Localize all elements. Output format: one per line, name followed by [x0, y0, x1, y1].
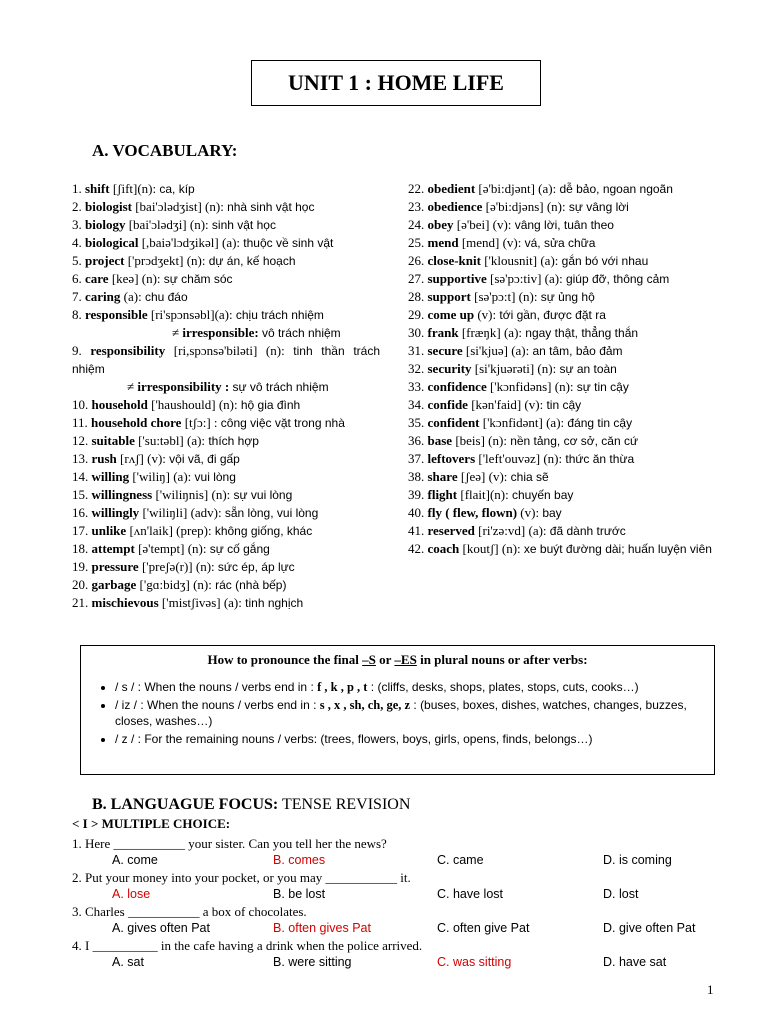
item-meaning: sự vui lòng — [233, 488, 293, 502]
item-word: reserved — [427, 523, 475, 538]
item-word: rush — [91, 451, 117, 466]
item-number: 25. — [408, 235, 428, 250]
vocab-item — [72, 198, 380, 216]
answer-option: D. lost — [603, 887, 639, 901]
rule-endings: s , x , sh, ch, ge, z — [319, 697, 411, 712]
item-meaning: tới gần, được đặt ra — [499, 308, 606, 322]
item-word: security — [427, 361, 472, 376]
answer-option: C. have lost — [437, 887, 504, 901]
item-phonetic: [ri,spɔnsə'biləti] (n): — [165, 343, 294, 358]
vocab-item — [72, 414, 380, 432]
item-phonetic: ['gɑ:bidʒ] (n): — [136, 577, 216, 592]
item-number: 11. — [72, 415, 92, 430]
item-phonetic: [ə'bei] (v): — [453, 217, 515, 232]
vocab-item — [408, 270, 714, 288]
item-word: unlike — [91, 523, 127, 538]
rule-text: / z / : For the remaining nouns / verbs: (trees, flowers, boys, girls, opens, finds, belongs…) — [115, 731, 593, 746]
item-number: 2. — [72, 199, 85, 214]
vocab-item — [408, 450, 714, 468]
item-meaning: đáng tin cậy — [567, 416, 633, 430]
item-number: 7. — [72, 289, 85, 304]
multiple-choice-heading: < I > MULTIPLE CHOICE: — [72, 816, 231, 831]
item-phonetic: [rʌʃ] (v): — [116, 451, 170, 466]
item-meaning: sẵn lòng, vui lòng — [224, 506, 319, 520]
item-word: frank — [427, 325, 459, 340]
item-meaning: bay — [542, 506, 562, 520]
item-meaning: tin cậy — [546, 398, 582, 412]
item-number: 9. — [72, 343, 91, 358]
item-word: shift — [85, 181, 110, 196]
item-meaning: công việc vặt trong nhà — [220, 416, 345, 430]
question-text: 4. I __________ in the cafe having a drink when the police arrived. — [72, 938, 423, 953]
vocab-item — [72, 396, 380, 414]
item-phonetic: [fræŋk] (a): — [458, 325, 526, 340]
item-word: willing — [91, 469, 130, 484]
item-meaning: xe buýt đường dài; huấn luyện viên — [523, 542, 712, 556]
item-meaning: thích hợp — [208, 434, 259, 448]
item-phonetic: [kən'faid] (v): — [467, 397, 547, 412]
vocab-item — [72, 324, 380, 342]
item-number: 41. — [408, 523, 428, 538]
pronunciation-title: How to pronounce the final –S or –ES in plural nouns or after verbs: — [207, 652, 588, 667]
item-word: flight — [427, 487, 458, 502]
item-word: close-knit — [427, 253, 481, 268]
vocab-item — [408, 216, 714, 234]
item-phonetic: [ʃeə] (v): — [457, 469, 511, 484]
item-meaning: sự vâng lời — [568, 200, 629, 214]
item-word: biological — [85, 235, 139, 250]
item-meaning: vâng lời, tuân theo — [514, 218, 614, 232]
item-phonetic: [,baiə'lɔdʒikəl] (a): — [138, 235, 244, 250]
answer-option: A. lose — [112, 887, 151, 901]
item-phonetic: [ri'zə:vd] (a): — [474, 523, 550, 538]
item-number: 23. — [408, 199, 428, 214]
item-meaning: dễ bảo, ngoan ngoãn — [559, 182, 673, 196]
item-phonetic: [ə'bi:djəns] (n): — [482, 199, 569, 214]
rule-text: / s / : When the nouns / verbs end in : — [115, 680, 318, 694]
item-number: 34. — [408, 397, 428, 412]
item-phonetic: ['wiliŋnis] (n): — [152, 487, 234, 502]
item-word: responsibility — [90, 343, 166, 358]
item-number: 38. — [408, 469, 428, 484]
item-word: biologist — [85, 199, 132, 214]
item-word: mend — [427, 235, 459, 250]
vocab-item — [408, 414, 714, 432]
item-phonetic: [ʃift](n): — [109, 181, 160, 196]
item-word: mischievous — [91, 595, 159, 610]
item-number: 12. — [72, 433, 92, 448]
answer-option: D. have sat — [603, 955, 667, 969]
item-number: 15. — [72, 487, 92, 502]
item-meaning: sự an toàn — [559, 362, 617, 376]
answer-option: B. comes — [273, 853, 326, 867]
item-meaning: nhà sinh vật học — [227, 200, 315, 214]
item-number: 40. — [408, 505, 428, 520]
vocab-item — [72, 378, 380, 396]
item-word: share — [427, 469, 458, 484]
item-number: 17. — [72, 523, 92, 538]
vocab-item — [72, 180, 380, 198]
item-meaning: tinh nghịch — [245, 596, 304, 610]
item-meaning: thuộc về sinh vật — [243, 236, 334, 250]
question-text: 2. Put your money into your pocket, or you may ___________ it. — [72, 870, 411, 885]
item-word: project — [85, 253, 125, 268]
item-meaning: sự chăm sóc — [163, 272, 233, 286]
item-number: 27. — [408, 271, 428, 286]
item-word: responsible — [85, 307, 148, 322]
item-phonetic: (v): — [474, 307, 500, 322]
item-word: obedience — [427, 199, 483, 214]
item-word: irresponsibility : — [137, 379, 230, 394]
item-word: obedient — [427, 181, 476, 196]
item-number: 13. — [72, 451, 92, 466]
item-number: 33. — [408, 379, 428, 394]
vocab-item — [72, 306, 380, 324]
item-meaning: chu đáo — [144, 290, 188, 304]
item-meaning: thức ăn thừa — [565, 452, 635, 466]
item-word: secure — [427, 343, 463, 358]
vocab-item — [408, 234, 714, 252]
item-phonetic: (a): — [120, 289, 145, 304]
item-number: 30. — [408, 325, 428, 340]
vocab-item — [408, 306, 714, 324]
vocab-item — [72, 594, 380, 612]
item-meaning: không giống, khác — [214, 524, 313, 538]
item-phonetic: ['wiliŋli] (adv): — [139, 505, 225, 520]
item-phonetic: [si'kjuərəti] (n): — [471, 361, 560, 376]
item-meaning: nền tảng, cơ sở, căn cứ — [510, 434, 639, 448]
item-number: ≠ — [127, 379, 138, 394]
vocab-item — [408, 180, 714, 198]
item-meaning: chuyến bay — [512, 488, 574, 502]
item-phonetic: [ri'spɔnsəbl](a): — [147, 307, 236, 322]
item-meaning: vui lòng — [194, 470, 236, 484]
item-meaning: hộ gia đình — [240, 398, 301, 412]
page-number: 1 — [707, 982, 714, 997]
answer-option: A. sat — [112, 955, 144, 969]
item-phonetic: [sə'pɔ:tiv] (a): — [486, 271, 566, 286]
item-word: willingness — [91, 487, 153, 502]
vocab-item — [408, 432, 714, 450]
item-phonetic: ['preʃə(r)] (n): — [138, 559, 218, 574]
item-meaning: vội vã, đi gấp — [169, 452, 240, 466]
item-phonetic: ['kɔnfidənt] (a): — [479, 415, 568, 430]
item-number: 22. — [408, 181, 428, 196]
item-phonetic: [ə'bi:djənt] (a): — [475, 181, 560, 196]
vocab-column-left — [72, 180, 380, 612]
item-number: 24. — [408, 217, 428, 232]
item-number: 1. — [72, 181, 85, 196]
vocab-item — [72, 576, 380, 594]
item-number: 42. — [408, 541, 428, 556]
item-phonetic: ['mistʃivəs] (a): — [158, 595, 246, 610]
item-meaning: chia sẽ — [510, 470, 549, 484]
item-number: 35. — [408, 415, 428, 430]
item-phonetic: [flait](n): — [457, 487, 512, 502]
item-number: 14. — [72, 469, 92, 484]
item-phonetic: ['wiliŋ] (a): — [129, 469, 195, 484]
item-phonetic: ['kɔnfidəns] (n): — [486, 379, 577, 394]
item-word: biology — [85, 217, 126, 232]
item-number: 26. — [408, 253, 428, 268]
vocab-item — [72, 504, 380, 522]
item-meaning: dự án, kế hoạch — [208, 254, 296, 268]
item-phonetic: ['left'ouvəz] (n): — [475, 451, 566, 466]
vocab-item — [408, 522, 714, 540]
item-meaning: tinh thần trách nhiệm — [72, 344, 380, 376]
item-word: support — [427, 289, 471, 304]
item-meaning: vô trách nhiệm — [261, 326, 341, 340]
item-phonetic: [bai'ɔlədʒi] (n): — [125, 217, 212, 232]
answer-option: D. give often Pat — [603, 921, 696, 935]
vocab-item — [408, 288, 714, 306]
vocab-item — [72, 216, 380, 234]
item-meaning: vá, sửa chữa — [524, 236, 596, 250]
item-word: come up — [427, 307, 475, 322]
pronunciation-box — [80, 645, 715, 775]
item-phonetic: [ə'tempt] (n): — [134, 541, 210, 556]
vocab-item — [72, 342, 380, 378]
item-word: willingly — [91, 505, 140, 520]
item-number: 31. — [408, 343, 428, 358]
item-word: base — [427, 433, 453, 448]
item-phonetic: [beis] (n): — [452, 433, 511, 448]
unit-title: UNIT 1 : HOME LIFE — [251, 60, 541, 106]
item-meaning: giúp đỡ, thông cảm — [565, 272, 670, 286]
section-a-heading: A. VOCABULARY: — [92, 141, 238, 160]
item-meaning: rác (nhà bếp) — [215, 578, 287, 592]
item-number: 3. — [72, 217, 85, 232]
answer-option: A. gives often Pat — [112, 921, 210, 935]
vocab-item — [408, 486, 714, 504]
item-word: garbage — [91, 577, 137, 592]
answer-option: C. often give Pat — [437, 921, 530, 935]
item-meaning: đã dành trước — [549, 524, 626, 538]
item-word: obey — [427, 217, 454, 232]
vocab-item — [408, 540, 714, 558]
item-phonetic: ['klousnit] (a): — [480, 253, 562, 268]
rule-examples: : (buses, boxes, dishes, watches, changes, buzzes, closes, washes…) — [115, 697, 687, 728]
item-meaning: gắn bó với nhau — [561, 254, 649, 268]
vocab-item — [408, 504, 714, 522]
item-word: leftovers — [427, 451, 476, 466]
vocab-item — [408, 252, 714, 270]
pronunciation-rule — [115, 679, 700, 696]
item-word: confident — [427, 415, 480, 430]
item-meaning: sự cố gắng — [209, 542, 270, 556]
item-word: confide — [427, 397, 468, 412]
item-phonetic: [ʌn'laik] (prep): — [126, 523, 215, 538]
item-number: 4. — [72, 235, 85, 250]
item-word: caring — [85, 289, 121, 304]
item-meaning: ca, kíp — [159, 182, 195, 196]
answer-option: B. often gives Pat — [273, 921, 371, 935]
item-word: supportive — [427, 271, 487, 286]
vocab-item — [408, 468, 714, 486]
vocab-item — [72, 450, 380, 468]
vocab-item — [408, 198, 714, 216]
item-number: 37. — [408, 451, 428, 466]
answer-option: B. were sitting — [273, 955, 352, 969]
item-number: 8. — [72, 307, 85, 322]
vocab-item — [72, 270, 380, 288]
question-text: 3. Charles ___________ a box of chocolates. — [72, 904, 307, 919]
item-word: attempt — [91, 541, 135, 556]
vocab-item — [72, 252, 380, 270]
question-text: 1. Here ___________ your sister. Can you tell her the news? — [72, 836, 387, 851]
item-number: 6. — [72, 271, 85, 286]
item-number: 19. — [72, 559, 92, 574]
item-number: ≠ — [172, 325, 183, 340]
item-number: 39. — [408, 487, 428, 502]
item-phonetic: ['su:təbl] (a): — [134, 433, 209, 448]
item-number: 36. — [408, 433, 428, 448]
item-phonetic: ['haushould] (n): — [147, 397, 241, 412]
item-word: irresponsible: — [182, 325, 259, 340]
vocab-column-right — [408, 180, 714, 558]
item-phonetic: [bai'ɔlədʒist] (n): — [131, 199, 228, 214]
item-meaning: sức ép, áp lực — [217, 560, 295, 574]
item-number: 18. — [72, 541, 92, 556]
item-phonetic: [sə'pɔ:t] (n): — [470, 289, 541, 304]
item-number: 20. — [72, 577, 92, 592]
item-phonetic: [mend] (v): — [458, 235, 525, 250]
vocab-item — [72, 540, 380, 558]
pronunciation-rules — [95, 679, 700, 747]
vocab-item — [72, 558, 380, 576]
item-meaning: chịu trách nhiệm — [235, 308, 324, 322]
rule-endings: f , k , p , t — [317, 680, 368, 694]
item-number: 29. — [408, 307, 428, 322]
vocab-item — [72, 234, 380, 252]
item-phonetic: [tʃɔ:] : — [181, 415, 221, 430]
item-phonetic: ['prɔdʒekt] (n): — [124, 253, 209, 268]
vocab-item — [72, 288, 380, 306]
item-meaning: sự vô trách nhiệm — [232, 380, 329, 394]
vocab-item — [72, 522, 380, 540]
item-meaning: sự ủng hộ — [540, 290, 595, 304]
answer-option: B. be lost — [273, 887, 326, 901]
item-number: 32. — [408, 361, 428, 376]
vocab-item — [408, 324, 714, 342]
section-b-heading: B. LANGUAGUE FOCUS: TENSE REVISION — [92, 796, 411, 813]
item-number: 10. — [72, 397, 92, 412]
vocab-item — [408, 342, 714, 360]
pronunciation-rule — [115, 697, 700, 730]
item-word: fly ( flew, flown) — [427, 505, 518, 520]
pronunciation-rule — [115, 731, 700, 748]
item-word: coach — [427, 541, 460, 556]
item-number: 5. — [72, 253, 85, 268]
item-word: pressure — [91, 559, 139, 574]
vocab-item — [72, 432, 380, 450]
vocab-item — [408, 396, 714, 414]
item-word: care — [85, 271, 109, 286]
item-meaning: sự tin cậy — [576, 380, 629, 394]
item-number: 28. — [408, 289, 428, 304]
item-phonetic: (v): — [517, 505, 543, 520]
vocab-item — [72, 486, 380, 504]
item-word: confidence — [427, 379, 487, 394]
answer-option: D. is coming — [603, 853, 672, 867]
item-meaning: sinh vật học — [211, 218, 276, 232]
item-word: household chore — [91, 415, 182, 430]
answer-option: C. came — [437, 853, 484, 867]
rule-examples: : (cliffs, desks, shops, plates, stops, cuts, cooks…) — [367, 680, 639, 694]
vocab-item — [72, 468, 380, 486]
item-word: suitable — [91, 433, 135, 448]
vocab-item — [408, 360, 714, 378]
item-phonetic: [koutʃ] (n): — [459, 541, 524, 556]
answer-option: C. was sitting — [437, 955, 512, 969]
item-phonetic: [si'kjuə] (a): — [462, 343, 533, 358]
answer-option: A. come — [112, 853, 158, 867]
vocab-item — [408, 378, 714, 396]
item-meaning: an tâm, bảo đảm — [532, 344, 623, 358]
item-number: 21. — [72, 595, 92, 610]
rule-text: / iz / : When the nouns / verbs end in : — [115, 697, 320, 712]
item-phonetic: [keə] (n): — [108, 271, 164, 286]
item-number: 16. — [72, 505, 92, 520]
item-word: household — [91, 397, 148, 412]
item-meaning: ngay thật, thẳng thắn — [525, 326, 639, 340]
